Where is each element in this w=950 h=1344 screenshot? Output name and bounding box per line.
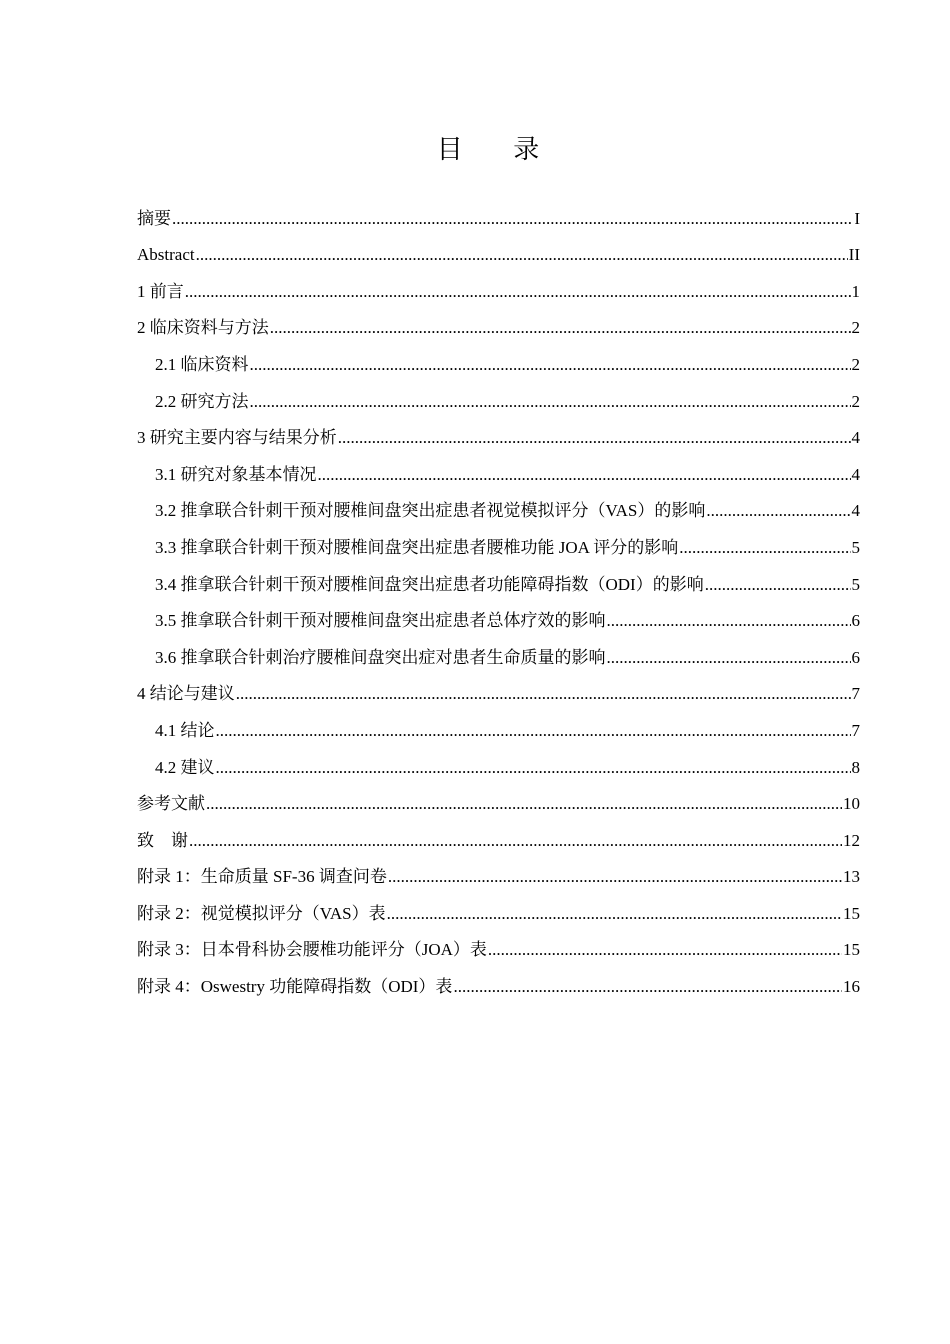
toc-entry-label: 摘要 — [137, 208, 171, 228]
toc-dot-leader — [388, 865, 842, 889]
toc-entry-page: 4 — [851, 428, 860, 448]
toc-dot-leader — [236, 682, 851, 706]
toc-entry-label: 附录 2：视觉模拟评分（VAS）表 — [137, 903, 386, 923]
toc-entry-18[interactable] — [137, 853, 860, 890]
toc-entry-label: 1 前言 — [137, 281, 184, 301]
toc-title: 目 录 — [436, 135, 562, 164]
toc-entry-11[interactable] — [137, 597, 860, 634]
table-of-contents — [137, 194, 860, 999]
toc-dot-leader — [250, 390, 851, 414]
toc-entry-19[interactable] — [137, 889, 860, 926]
toc-entry-page: 7 — [851, 684, 860, 704]
toc-entry-10[interactable] — [137, 560, 860, 597]
toc-entry-label: 4 结论与建议 — [137, 684, 235, 704]
toc-entry-label: 3 研究主要内容与结果分析 — [137, 428, 337, 448]
toc-entry-page: 16 — [843, 977, 860, 997]
toc-entry-0[interactable] — [137, 194, 860, 231]
toc-entry-page: II — [848, 245, 860, 265]
toc-dot-leader — [607, 609, 851, 633]
toc-entry-label: 4.2 建议 — [155, 757, 215, 777]
toc-dot-leader — [206, 792, 842, 816]
toc-entry-page: 13 — [843, 867, 860, 887]
toc-entry-page: 6 — [851, 611, 860, 631]
toc-entry-page: 5 — [851, 537, 860, 557]
toc-entry-page: 1 — [851, 281, 860, 301]
toc-entry-label: 2 临床资料与方法 — [137, 318, 269, 338]
toc-entry-14[interactable] — [137, 706, 860, 743]
toc-entry-page: 15 — [843, 903, 860, 923]
toc-entry-label: 3.6 推拿联合针刺治疗腰椎间盘突出症对患者生命质量的影响 — [155, 647, 606, 667]
toc-dot-leader — [318, 463, 851, 487]
toc-entry-6[interactable] — [137, 414, 860, 451]
toc-entry-label: 附录 1：生命质量 SF-36 调查问卷 — [137, 867, 387, 887]
toc-entry-2[interactable] — [137, 267, 860, 304]
toc-entry-page: 4 — [851, 501, 860, 521]
toc-dot-leader — [216, 719, 851, 743]
toc-entry-page: 12 — [843, 830, 860, 850]
toc-entry-label: 3.3 推拿联合针刺干预对腰椎间盘突出症患者腰椎功能 JOA 评分的影响 — [155, 537, 679, 557]
toc-entry-page: 2 — [851, 318, 860, 338]
toc-entry-3[interactable] — [137, 304, 860, 341]
toc-entry-label: 3.4 推拿联合针刺干预对腰椎间盘突出症患者功能障碍指数（ODI）的影响 — [155, 574, 704, 594]
toc-entry-label: 3.5 推拿联合针刺干预对腰椎间盘突出症患者总体疗效的影响 — [155, 611, 606, 631]
toc-entry-page: I — [854, 208, 860, 228]
toc-entry-page: 6 — [851, 647, 860, 667]
toc-dot-leader — [488, 938, 842, 962]
toc-entry-12[interactable] — [137, 633, 860, 670]
toc-dot-leader — [189, 829, 842, 853]
toc-entry-15[interactable] — [137, 743, 860, 780]
toc-dot-leader — [453, 975, 842, 999]
toc-entry-label: 参考文献 — [137, 794, 205, 814]
toc-dot-leader — [607, 646, 851, 670]
toc-entry-9[interactable] — [137, 523, 860, 560]
toc-entry-17[interactable] — [137, 816, 860, 853]
toc-entry-page: 5 — [851, 574, 860, 594]
toc-entry-page: 8 — [851, 757, 860, 777]
toc-entry-20[interactable] — [137, 926, 860, 963]
toc-entry-page: 2 — [851, 354, 860, 374]
toc-entry-page: 2 — [851, 391, 860, 411]
toc-entry-16[interactable] — [137, 780, 860, 817]
toc-entry-4[interactable] — [137, 340, 860, 377]
toc-entry-page: 10 — [843, 794, 860, 814]
toc-entry-label: 3.1 研究对象基本情况 — [155, 464, 317, 484]
toc-entry-label: 2.2 研究方法 — [155, 391, 249, 411]
toc-entry-label: Abstract — [137, 245, 195, 265]
toc-dot-leader — [706, 499, 850, 523]
toc-entry-page: 7 — [851, 720, 860, 740]
toc-dot-leader — [679, 536, 850, 560]
toc-entry-label: 附录 3：日本骨科协会腰椎功能评分（JOA）表 — [137, 940, 487, 960]
toc-entry-label: 2.1 临床资料 — [155, 354, 249, 374]
toc-entry-page: 15 — [843, 940, 860, 960]
toc-entry-1[interactable] — [137, 231, 860, 268]
toc-entry-7[interactable] — [137, 450, 860, 487]
toc-entry-label: 3.2 推拿联合针刺干预对腰椎间盘突出症患者视觉模拟评分（VAS）的影响 — [155, 501, 706, 521]
toc-entry-label: 致 谢 — [137, 830, 188, 850]
toc-dot-leader — [250, 353, 851, 377]
toc-entry-21[interactable] — [137, 962, 860, 999]
toc-dot-leader — [172, 207, 853, 231]
toc-dot-leader — [338, 426, 851, 450]
toc-dot-leader — [196, 243, 848, 267]
toc-dot-leader — [216, 756, 851, 780]
toc-dot-leader — [387, 902, 842, 926]
toc-dot-leader — [185, 280, 851, 304]
toc-entry-page: 4 — [851, 464, 860, 484]
toc-entry-8[interactable] — [137, 487, 860, 524]
toc-dot-leader — [270, 316, 851, 340]
toc-entry-label: 4.1 结论 — [155, 720, 215, 740]
toc-entry-5[interactable] — [137, 377, 860, 414]
toc-entry-label: 附录 4：Oswestry 功能障碍指数（ODI）表 — [137, 977, 453, 997]
toc-dot-leader — [705, 573, 851, 597]
toc-entry-13[interactable] — [137, 670, 860, 707]
